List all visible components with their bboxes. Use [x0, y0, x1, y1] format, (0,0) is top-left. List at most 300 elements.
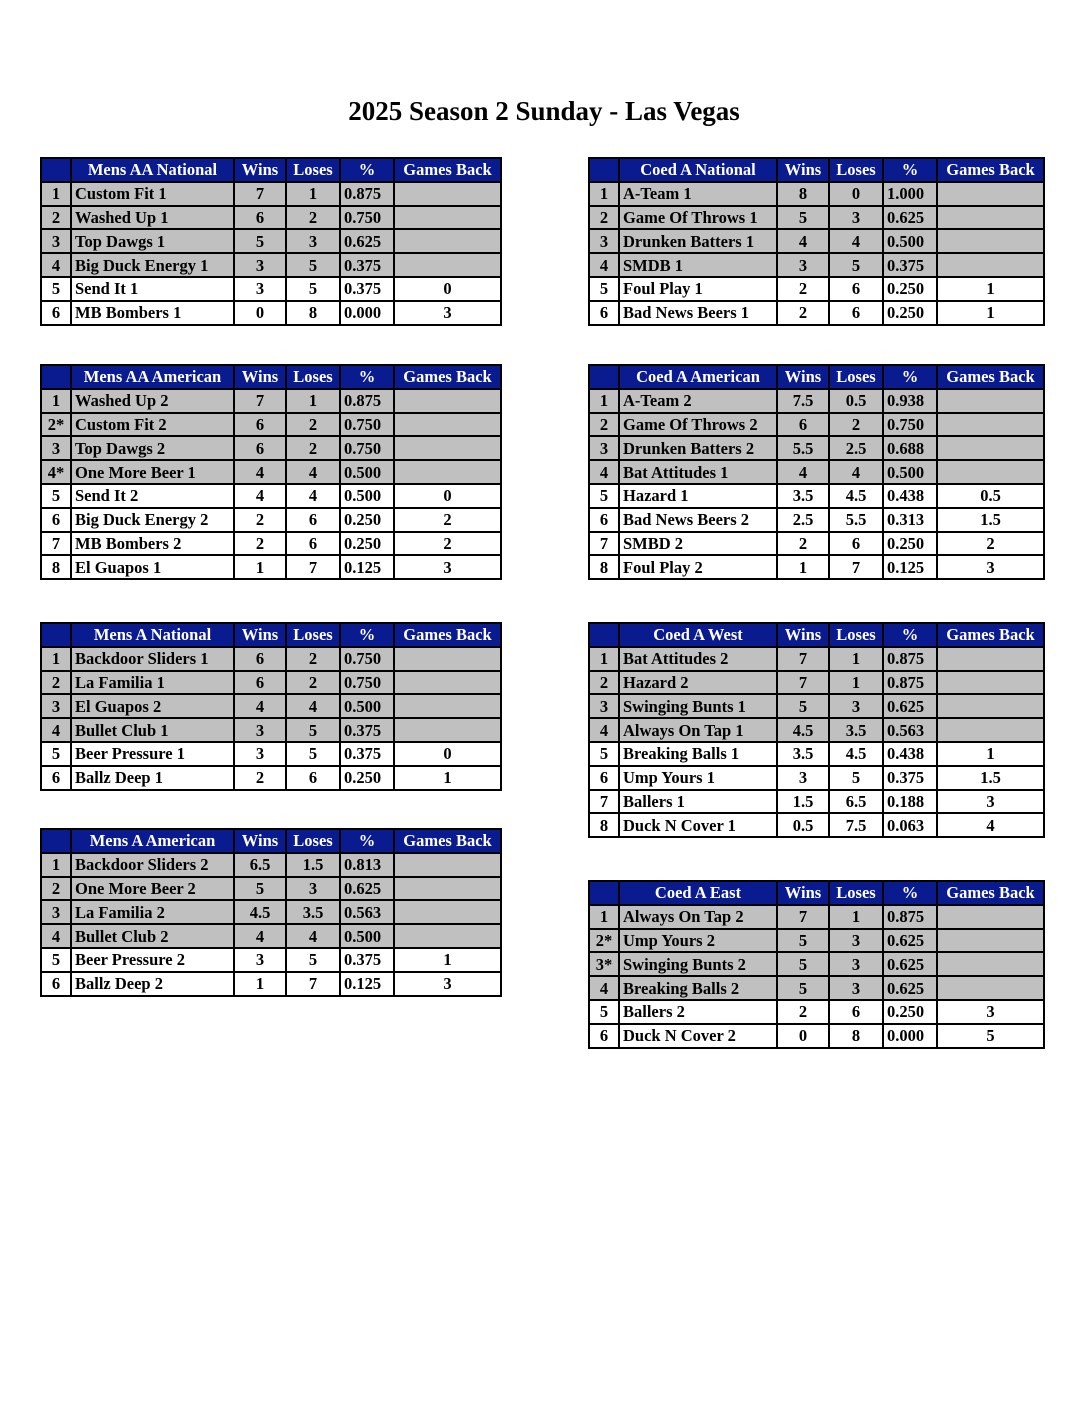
rank: 3: [41, 694, 71, 718]
table-row: [589, 389, 1044, 413]
wins: 3.5: [777, 742, 829, 766]
team-name: Big Duck Energy 2: [71, 508, 234, 532]
pct: 0.375: [340, 742, 394, 766]
header-rank-blank: [589, 623, 619, 647]
wins: 4: [234, 460, 286, 484]
games-back: 3: [937, 1000, 1044, 1024]
wins: 2.5: [777, 508, 829, 532]
loses: 1: [829, 671, 883, 695]
wins: 4: [234, 924, 286, 948]
team-name: Duck N Cover 2: [619, 1024, 777, 1048]
standings-table-mens-a-american: [40, 828, 502, 997]
team-name: Beer Pressure 2: [71, 948, 234, 972]
games-back: [937, 671, 1044, 695]
header-games-back: Games Back: [394, 623, 501, 647]
games-back: [394, 647, 501, 671]
games-back: [394, 413, 501, 437]
division-name: Coed A American: [619, 365, 777, 389]
team-name: Swinging Bunts 1: [619, 694, 777, 718]
rank: 3: [589, 694, 619, 718]
wins: 1.5: [777, 790, 829, 814]
games-back: 1: [937, 277, 1044, 301]
loses: 5: [286, 718, 340, 742]
loses: 2: [286, 206, 340, 230]
table-row: [41, 900, 501, 924]
header-wins: Wins: [234, 365, 286, 389]
pct: 0.875: [340, 389, 394, 413]
table-row: [589, 182, 1044, 206]
loses: 3: [829, 929, 883, 953]
loses: 7.5: [829, 813, 883, 837]
table-row: [41, 532, 501, 556]
rank: 6: [589, 508, 619, 532]
header-wins: Wins: [234, 623, 286, 647]
rank: 2: [41, 671, 71, 695]
loses: 1: [829, 905, 883, 929]
rank: 2: [41, 877, 71, 901]
loses: 1.5: [286, 853, 340, 877]
wins: 4: [777, 460, 829, 484]
wins: 6: [234, 413, 286, 437]
pct: 0.375: [340, 948, 394, 972]
wins: 7: [777, 671, 829, 695]
loses: 4.5: [829, 484, 883, 508]
loses: 4: [286, 924, 340, 948]
team-name: Beer Pressure 1: [71, 742, 234, 766]
wins: 0: [234, 301, 286, 325]
games-back: [937, 413, 1044, 437]
table-row: [41, 555, 501, 579]
loses: 8: [286, 301, 340, 325]
wins: 6: [234, 671, 286, 695]
table-row: [589, 694, 1044, 718]
table-row: [589, 742, 1044, 766]
header-loses: Loses: [829, 881, 883, 905]
team-name: Custom Fit 1: [71, 182, 234, 206]
rank: 4: [589, 460, 619, 484]
table-row: [589, 671, 1044, 695]
rank: 1: [589, 905, 619, 929]
team-name: Ballers 1: [619, 790, 777, 814]
rank: 2*: [41, 413, 71, 437]
games-back: [937, 718, 1044, 742]
rank: 1: [589, 389, 619, 413]
team-name: La Familia 1: [71, 671, 234, 695]
rank: 1: [589, 182, 619, 206]
pct: 0.250: [883, 277, 937, 301]
header-wins: Wins: [234, 829, 286, 853]
games-back: [937, 952, 1044, 976]
wins: 3.5: [777, 484, 829, 508]
team-name: Swinging Bunts 2: [619, 952, 777, 976]
games-back: [937, 253, 1044, 277]
rank: 1: [41, 647, 71, 671]
team-name: Send It 2: [71, 484, 234, 508]
table-header-row: [41, 829, 501, 853]
wins: 2: [234, 532, 286, 556]
games-back: [394, 900, 501, 924]
wins: 5: [777, 952, 829, 976]
page-title: 2025 Season 2 Sunday - Las Vegas: [348, 96, 740, 126]
wins: 4: [234, 694, 286, 718]
loses: 3: [829, 206, 883, 230]
loses: 2: [286, 436, 340, 460]
team-name: Bullet Club 2: [71, 924, 234, 948]
games-back: 2: [394, 508, 501, 532]
table-row: [41, 877, 501, 901]
games-back: [394, 460, 501, 484]
division-name: Coed A East: [619, 881, 777, 905]
loses: 1: [286, 389, 340, 413]
team-name: Bullet Club 1: [71, 718, 234, 742]
pct: 0.625: [883, 206, 937, 230]
wins: 6.5: [234, 853, 286, 877]
header-pct: %: [883, 365, 937, 389]
table-row: [41, 671, 501, 695]
rank: 3*: [589, 952, 619, 976]
table-header-row: [41, 623, 501, 647]
wins: 6: [777, 413, 829, 437]
rank: 7: [589, 790, 619, 814]
pct: 0.500: [883, 460, 937, 484]
header-games-back: Games Back: [937, 881, 1044, 905]
loses: 4: [829, 460, 883, 484]
rank: 8: [41, 555, 71, 579]
header-wins: Wins: [777, 158, 829, 182]
games-back: [394, 206, 501, 230]
pct: 0.563: [883, 718, 937, 742]
loses: 6: [829, 1000, 883, 1024]
header-rank-blank: [589, 881, 619, 905]
standings-table-coed-a-american: [588, 364, 1045, 580]
wins: 1: [234, 972, 286, 996]
standings-table-mens-a-national: [40, 622, 502, 791]
team-name: Washed Up 2: [71, 389, 234, 413]
wins: 5: [777, 976, 829, 1000]
table-row: [41, 508, 501, 532]
header-rank-blank: [41, 623, 71, 647]
header-rank-blank: [41, 829, 71, 853]
wins: 6: [234, 206, 286, 230]
wins: 3: [777, 766, 829, 790]
pct: 0.000: [883, 1024, 937, 1048]
header-rank-blank: [589, 365, 619, 389]
rank: 3: [41, 436, 71, 460]
header-loses: Loses: [286, 158, 340, 182]
games-back: 0.5: [937, 484, 1044, 508]
rank: 3: [589, 436, 619, 460]
wins: 4.5: [234, 900, 286, 924]
standings-table-mens-aa-national: [40, 157, 502, 326]
loses: 7: [829, 555, 883, 579]
games-back: [937, 905, 1044, 929]
pct: 0.125: [340, 972, 394, 996]
team-name: Top Dawgs 2: [71, 436, 234, 460]
team-name: Foul Play 1: [619, 277, 777, 301]
wins: 8: [777, 182, 829, 206]
games-back: [394, 182, 501, 206]
rank: 5: [41, 277, 71, 301]
rank: 4: [41, 924, 71, 948]
table-row: [589, 1000, 1044, 1024]
team-name: Ballers 2: [619, 1000, 777, 1024]
table-row: [589, 952, 1044, 976]
pct: 0.125: [883, 555, 937, 579]
table-row: [41, 229, 501, 253]
table-row: [589, 790, 1044, 814]
pct: 0.375: [883, 766, 937, 790]
table-row: [589, 301, 1044, 325]
header-games-back: Games Back: [394, 365, 501, 389]
division-name: Mens A American: [71, 829, 234, 853]
rank: 6: [41, 508, 71, 532]
loses: 6: [286, 532, 340, 556]
table-row: [41, 436, 501, 460]
rank: 4: [41, 253, 71, 277]
games-back: 2: [394, 532, 501, 556]
table-row: [41, 253, 501, 277]
team-name: Drunken Batters 1: [619, 229, 777, 253]
loses: 5: [286, 742, 340, 766]
table-header-row: [41, 158, 501, 182]
pct: 0.875: [883, 647, 937, 671]
division-name: Mens AA American: [71, 365, 234, 389]
table-row: [589, 229, 1044, 253]
games-back: 1: [937, 742, 1044, 766]
loses: 3: [829, 952, 883, 976]
header-games-back: Games Back: [937, 365, 1044, 389]
rank: 7: [41, 532, 71, 556]
loses: 3: [829, 694, 883, 718]
loses: 6: [286, 766, 340, 790]
header-games-back: Games Back: [394, 829, 501, 853]
team-name: One More Beer 2: [71, 877, 234, 901]
rank: 5: [41, 742, 71, 766]
loses: 7: [286, 972, 340, 996]
table-row: [41, 484, 501, 508]
games-back: 1: [394, 766, 501, 790]
wins: 7: [777, 905, 829, 929]
table-row: [41, 972, 501, 996]
division-name: Mens AA National: [71, 158, 234, 182]
rank: 2: [589, 206, 619, 230]
team-name: Hazard 2: [619, 671, 777, 695]
pct: 0.375: [340, 277, 394, 301]
games-back: 0: [394, 484, 501, 508]
pct: 0.063: [883, 813, 937, 837]
table-row: [41, 853, 501, 877]
team-name: Duck N Cover 1: [619, 813, 777, 837]
table-row: [589, 532, 1044, 556]
table-row: [41, 742, 501, 766]
team-name: Game Of Throws 2: [619, 413, 777, 437]
loses: 5: [286, 277, 340, 301]
games-back: [937, 976, 1044, 1000]
games-back: 0: [394, 277, 501, 301]
pct: 0.500: [340, 924, 394, 948]
team-name: Ballz Deep 2: [71, 972, 234, 996]
table-row: [41, 718, 501, 742]
games-back: [937, 206, 1044, 230]
wins: 5: [777, 694, 829, 718]
games-back: 1: [937, 301, 1044, 325]
pct: 0.875: [340, 182, 394, 206]
pct: 0.125: [340, 555, 394, 579]
team-name: Big Duck Energy 1: [71, 253, 234, 277]
rank: 6: [41, 766, 71, 790]
wins: 1: [234, 555, 286, 579]
table-row: [589, 460, 1044, 484]
team-name: El Guapos 1: [71, 555, 234, 579]
loses: 2: [286, 671, 340, 695]
header-pct: %: [883, 881, 937, 905]
rank: 5: [41, 948, 71, 972]
pct: 0.688: [883, 436, 937, 460]
games-back: [394, 853, 501, 877]
team-name: Bad News Beers 1: [619, 301, 777, 325]
wins: 3: [777, 253, 829, 277]
games-back: [394, 924, 501, 948]
loses: 3.5: [286, 900, 340, 924]
table-row: [589, 647, 1044, 671]
team-name: SMBD 2: [619, 532, 777, 556]
wins: 6: [234, 436, 286, 460]
table-row: [589, 766, 1044, 790]
wins: 3: [234, 277, 286, 301]
team-name: One More Beer 1: [71, 460, 234, 484]
wins: 6: [234, 647, 286, 671]
rank: 5: [589, 1000, 619, 1024]
header-loses: Loses: [286, 365, 340, 389]
loses: 4: [286, 460, 340, 484]
rank: 5: [41, 484, 71, 508]
standings-table-coed-a-east: [588, 880, 1045, 1049]
rank: 8: [589, 813, 619, 837]
rank: 6: [589, 1024, 619, 1048]
pct: 0.500: [340, 484, 394, 508]
games-back: 1.5: [937, 508, 1044, 532]
rank: 3: [41, 229, 71, 253]
pct: 0.875: [883, 671, 937, 695]
team-name: La Familia 2: [71, 900, 234, 924]
standings-table-mens-aa-american: [40, 364, 502, 580]
pct: 0.938: [883, 389, 937, 413]
rank: 4: [589, 718, 619, 742]
pct: 0.563: [340, 900, 394, 924]
rank: 1: [589, 647, 619, 671]
pct: 0.250: [883, 301, 937, 325]
rank: 8: [589, 555, 619, 579]
team-name: Bad News Beers 2: [619, 508, 777, 532]
pct: 0.875: [883, 905, 937, 929]
header-loses: Loses: [286, 829, 340, 853]
pct: 0.375: [340, 253, 394, 277]
loses: 3: [286, 229, 340, 253]
header-loses: Loses: [829, 158, 883, 182]
team-name: Ballz Deep 1: [71, 766, 234, 790]
pct: 0.750: [883, 413, 937, 437]
games-back: [937, 647, 1044, 671]
table-row: [589, 253, 1044, 277]
team-name: Always On Tap 2: [619, 905, 777, 929]
rank: 6: [41, 972, 71, 996]
division-name: Mens A National: [71, 623, 234, 647]
wins: 0: [777, 1024, 829, 1048]
pct: 0.625: [340, 229, 394, 253]
wins: 2: [234, 508, 286, 532]
loses: 0.5: [829, 389, 883, 413]
games-back: [937, 929, 1044, 953]
table-row: [41, 924, 501, 948]
pct: 0.250: [340, 508, 394, 532]
rank: 1: [41, 853, 71, 877]
wins: 5.5: [777, 436, 829, 460]
pct: 0.625: [883, 694, 937, 718]
rank: 5: [589, 484, 619, 508]
header-pct: %: [340, 623, 394, 647]
pct: 0.250: [883, 532, 937, 556]
games-back: 3: [937, 555, 1044, 579]
rank: 6: [589, 766, 619, 790]
table-row: [589, 555, 1044, 579]
header-pct: %: [883, 158, 937, 182]
loses: 8: [829, 1024, 883, 1048]
games-back: [394, 389, 501, 413]
wins: 3: [234, 742, 286, 766]
rank: 6: [589, 301, 619, 325]
wins: 5: [777, 206, 829, 230]
rank: 2: [589, 671, 619, 695]
rank: 3: [589, 229, 619, 253]
games-back: [394, 436, 501, 460]
header-rank-blank: [41, 158, 71, 182]
wins: 7: [777, 647, 829, 671]
pct: 0.625: [883, 929, 937, 953]
wins: 5: [234, 229, 286, 253]
header-games-back: Games Back: [937, 623, 1044, 647]
pct: 1.000: [883, 182, 937, 206]
rank: 3: [41, 900, 71, 924]
loses: 2: [286, 647, 340, 671]
header-loses: Loses: [829, 365, 883, 389]
table-header-row: [589, 881, 1044, 905]
table-row: [41, 413, 501, 437]
team-name: Ump Yours 2: [619, 929, 777, 953]
team-name: Ump Yours 1: [619, 766, 777, 790]
games-back: [937, 182, 1044, 206]
games-back: [394, 718, 501, 742]
wins: 7.5: [777, 389, 829, 413]
wins: 2: [234, 766, 286, 790]
team-name: Washed Up 1: [71, 206, 234, 230]
rank: 4*: [41, 460, 71, 484]
loses: 4: [286, 694, 340, 718]
loses: 5: [829, 766, 883, 790]
rank: 6: [41, 301, 71, 325]
rank: 4: [589, 253, 619, 277]
games-back: 0: [394, 742, 501, 766]
team-name: Always On Tap 1: [619, 718, 777, 742]
pct: 0.000: [340, 301, 394, 325]
team-name: MB Bombers 2: [71, 532, 234, 556]
games-back: [394, 877, 501, 901]
pct: 0.250: [340, 766, 394, 790]
games-back: 1: [394, 948, 501, 972]
games-back: [937, 229, 1044, 253]
pct: 0.750: [340, 436, 394, 460]
rank: 7: [589, 532, 619, 556]
team-name: Hazard 1: [619, 484, 777, 508]
